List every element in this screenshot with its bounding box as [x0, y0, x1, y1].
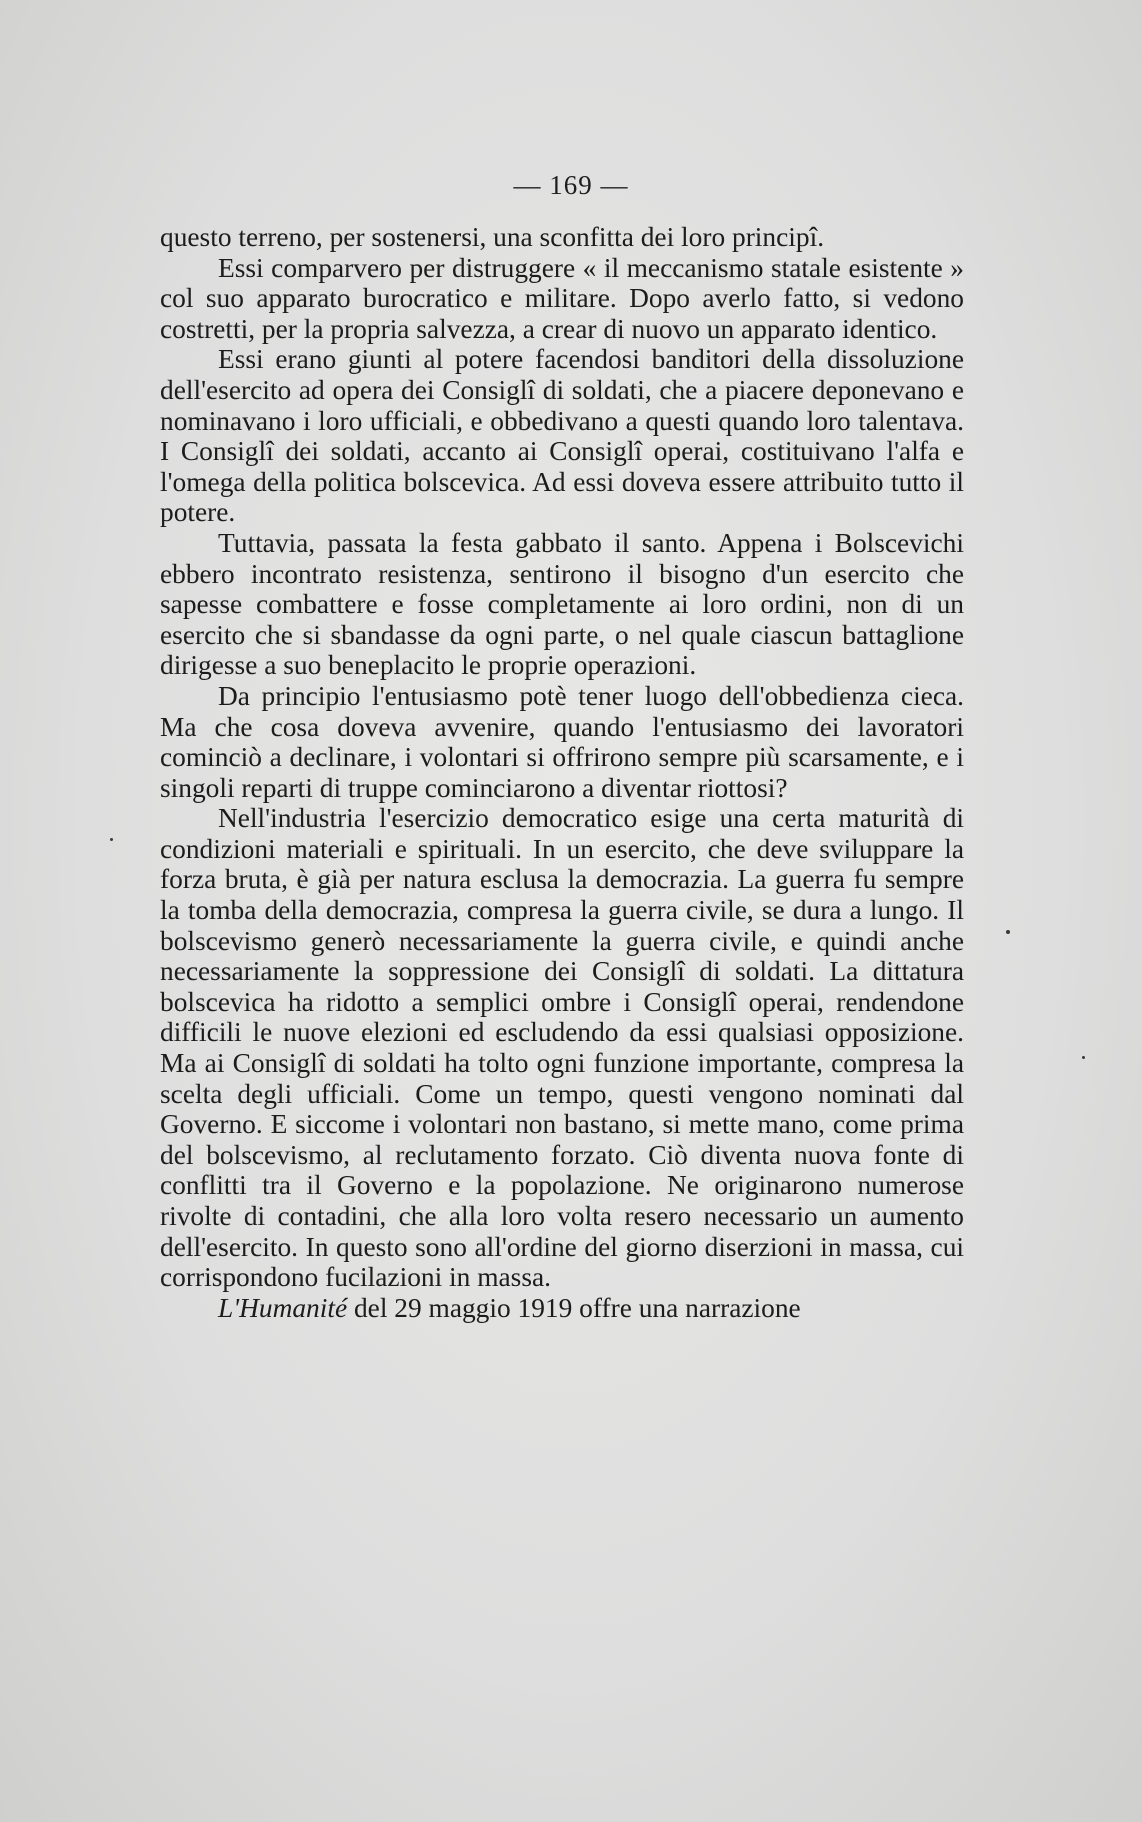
page-number: — 169 —	[513, 170, 629, 200]
paragraph-5: Da principio l'entusiasmo potè tener luogo dell'obbedienza cieca. Ma che cosa doveva avvenire, quando l'entusiasmo dei lavoratori cominciò a declinare, i volontari si offrirono sempre più scarsamente, e i singoli reparti di truppe cominciarono a diventar riottosi?	[160, 680, 964, 803]
scan-speck	[110, 838, 113, 841]
paragraph-6: Nell'industria l'esercizio democratico esige una certa maturità di condizioni materiali e spirituali. In un esercito, che deve sviluppare la forza bruta, è già per natura esclusa la democrazia. La guerra fu sempre la tomba della democrazia, compresa la guerra civile, se dura a lungo. Il bolscevismo generò necessariamente la guerra civile, e quindi anche necessariamente la soppressione dei Consiglî di soldati. La dittatura bolscevica ha ridotto a semplici ombre i Consiglî operai, rendendone difficili le nuove elezioni ed escludendo da essi qualsiasi opposizione. Ma ai Consiglî di soldati ha tolto ogni funzione importante, compresa la scelta degli ufficiali. Come un tempo, questi vengono nominati dal Governo. E siccome i volontari non bastano, si mette mano, come prima del bolscevismo, al reclutamento forzato. Ciò diventa nuova fonte di conflitti tra il Governo e la popolazione. Ne originarono numerose rivolte di contadini, che alla loro volta resero necessario un aumento dell'esercito. In questo sono all'ordine del giorno diserzioni in massa, cui corrispondono fucilazioni in massa.	[160, 803, 964, 1293]
scan-speck	[1006, 930, 1010, 934]
newspaper-title: L'Humanité	[218, 1292, 348, 1323]
scan-speck	[1082, 1056, 1085, 1059]
body-text	[160, 222, 964, 1323]
paragraph-7-text: del 29 maggio 1919 offre una narrazione	[347, 1292, 801, 1323]
paragraph-3: Essi erano giunti al potere facendosi banditori della dissoluzione dell'esercito ad opera dei Consiglî di soldati, che a piacere deponevano e nominavano i loro ufficiali, e obbedivano a questi quando loro talentava. I Consiglî dei soldati, accanto ai Consiglî operai, costituivano l'alfa e l'omega della politica bolscevica. Ad essi doveva essere attribuito tutto il potere.	[160, 344, 964, 528]
paragraph-1: questo terreno, per sostenersi, una sconfitta dei loro principî.	[160, 222, 825, 252]
paragraph-7	[160, 1293, 964, 1324]
paragraph-4: Tuttavia, passata la festa gabbato il santo. Appena i Bolscevichi ebbero incontrato resistenza, sentirono il bisogno d'un esercito che sapesse combattere e fosse completamente ai loro ordini, non di un esercito che si sbandasse da ogni parte, o nel quale ciascun battaglione dirigesse a suo beneplacito le proprie operazioni.	[160, 527, 964, 681]
paragraph-2: Essi comparvero per distruggere « il meccanismo statale esistente » col suo apparato burocratico e militare. Dopo averlo fatto, si vedono costretti, per la propria salvezza, a crear di nuovo un apparato identico.	[160, 252, 964, 344]
